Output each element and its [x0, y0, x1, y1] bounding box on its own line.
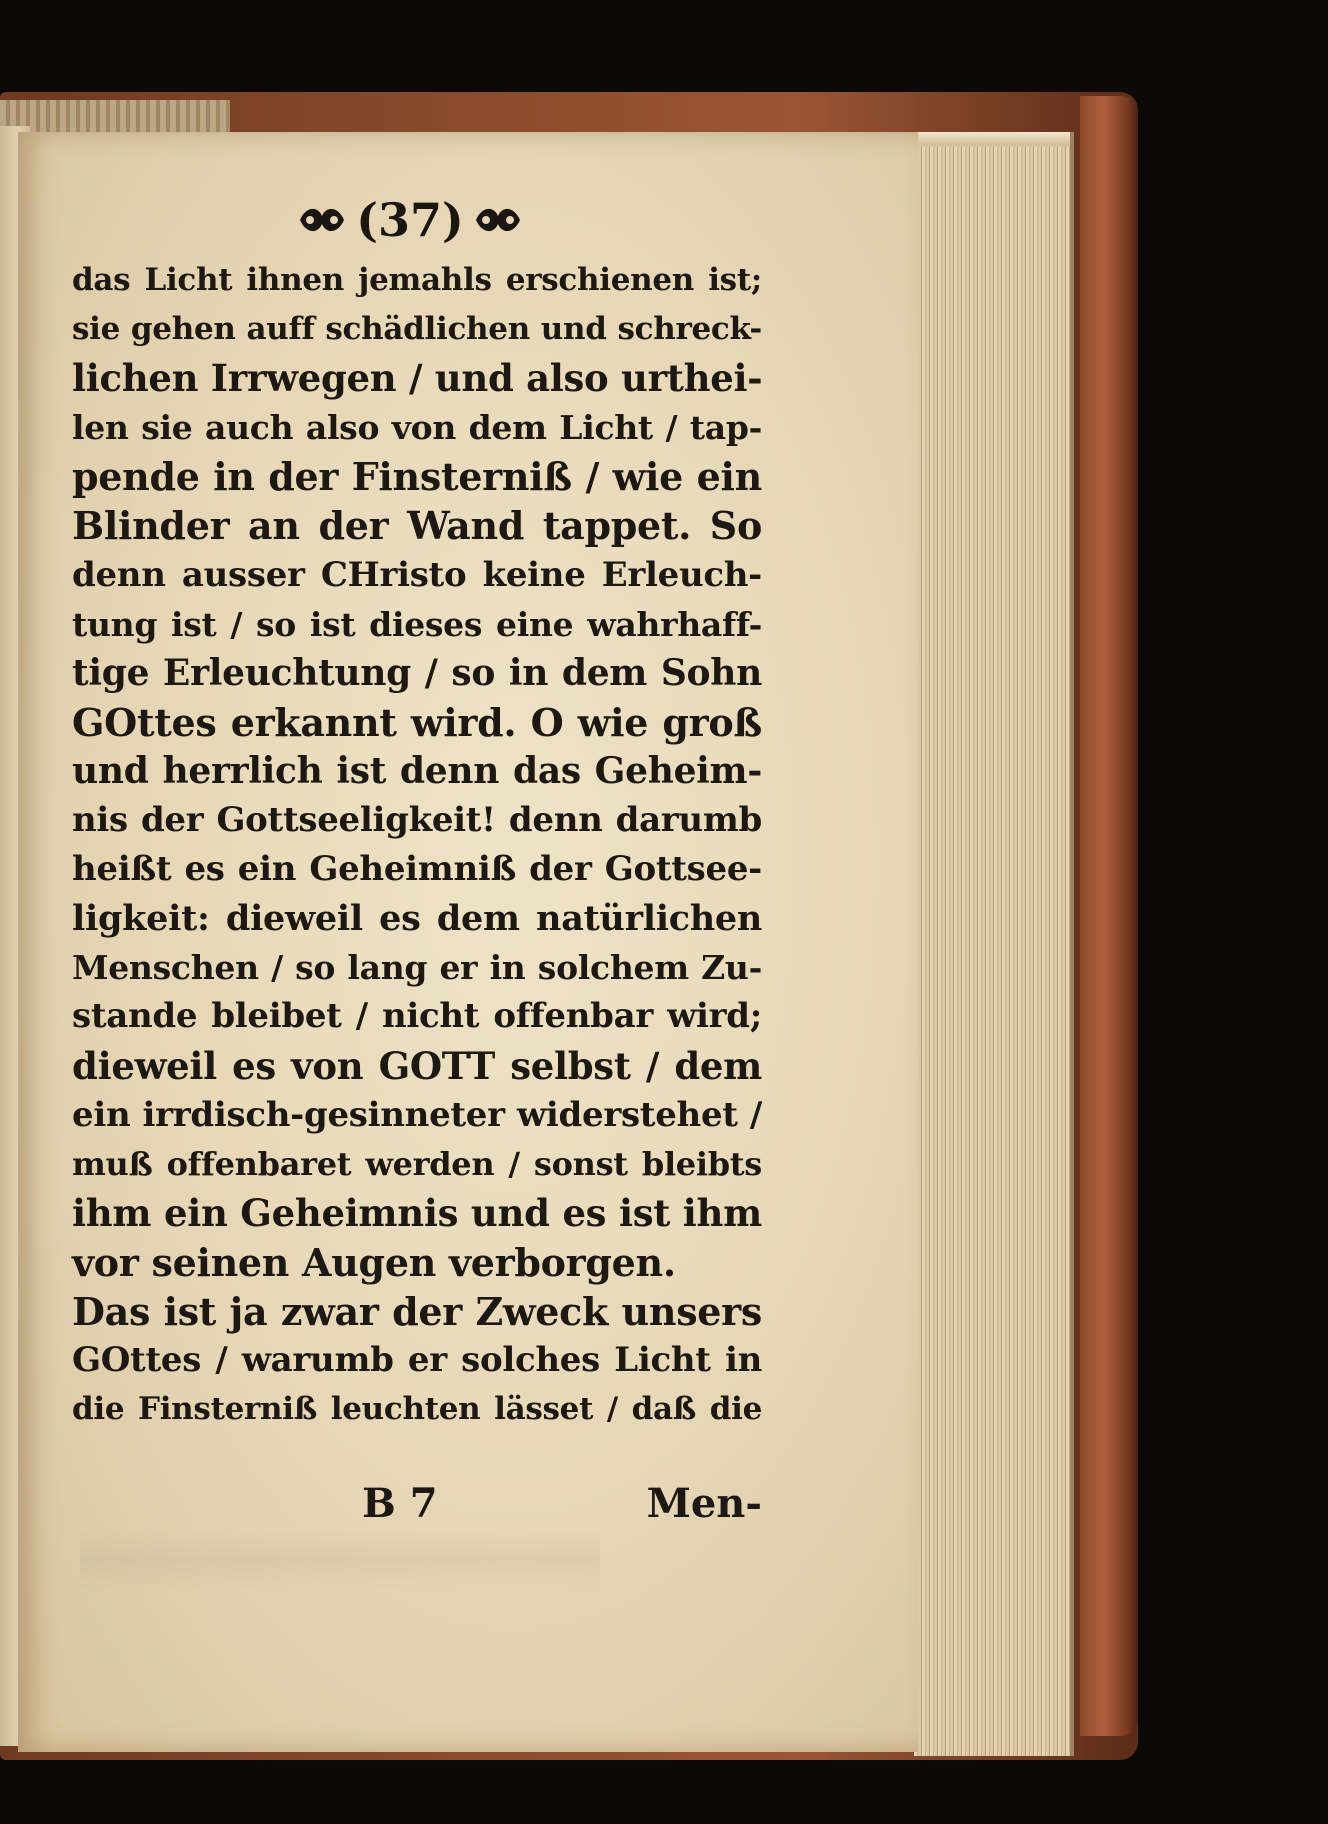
ornament-right-icon: [472, 200, 524, 240]
signature-mark: B 7: [362, 1480, 438, 1527]
text-line: tige Erleuchtung / so in dem Sohn: [72, 651, 762, 694]
text-line: Menschen / so lang er in solchem Zu-: [72, 948, 762, 988]
cover-edge: [1080, 96, 1138, 1736]
headband: [0, 100, 230, 136]
catchword: Men-: [646, 1480, 762, 1527]
text-line: stande bleibet / nicht offenbar wird;: [72, 996, 762, 1037]
text-line: das Licht ihnen jemahls erschienen ist;: [72, 262, 762, 298]
page-footer: [362, 1480, 762, 1530]
running-head: [275, 190, 545, 250]
text-line: GOttes / warumb er solches Licht in: [72, 1340, 762, 1381]
page-number: (37): [356, 193, 464, 247]
show-through-shadow: [80, 1530, 600, 1590]
text-line: heißt es ein Geheimniß der Gottsee-: [72, 849, 762, 890]
text-line: tung ist / so ist dieses eine wahrhaff-: [72, 604, 762, 644]
text-line: pende in der Finsterniß / wie ein: [72, 454, 762, 500]
text-line: len sie auch also von dem Licht / tap-: [72, 408, 762, 448]
text-line: sie gehen auff schädlichen und schreck-: [72, 311, 762, 348]
text-line: denn ausser CHristo keine Erleuch-: [72, 554, 762, 595]
text-line: lichen Irrwegen / und also urthei-: [72, 356, 763, 401]
text-line: ein irrdisch-gesinneter widerstehet /: [72, 1094, 762, 1135]
ornament-left-icon: [296, 200, 348, 240]
text-line: Das ist ja zwar der Zweck unsers: [72, 1288, 762, 1334]
page-block-edges: [914, 132, 1074, 1756]
text-line: ligkeit: dieweil es dem natürlichen: [72, 898, 762, 940]
text-line: vor seinen Augen verborgen.: [72, 1239, 676, 1285]
text-line: GOttes erkannt wird. O wie groß: [72, 699, 762, 745]
text-line: dieweil es von GOTT selbst / dem: [72, 1043, 762, 1088]
text-line: nis der Gottseeligkeit! denn darumb: [72, 800, 762, 841]
text-line: die Finsterniß leuchten lässet / daß die: [72, 1391, 762, 1428]
text-line: und herrlich ist denn das Geheim-: [72, 749, 762, 792]
text-line: muß offenbaret werden / sonst bleibts: [72, 1144, 762, 1183]
body-text: [72, 256, 762, 1434]
text-line: ihm ein Geheimnis und es ist ihm: [72, 1190, 762, 1235]
text-line: Blinder an der Wand tappet. So: [72, 503, 762, 549]
